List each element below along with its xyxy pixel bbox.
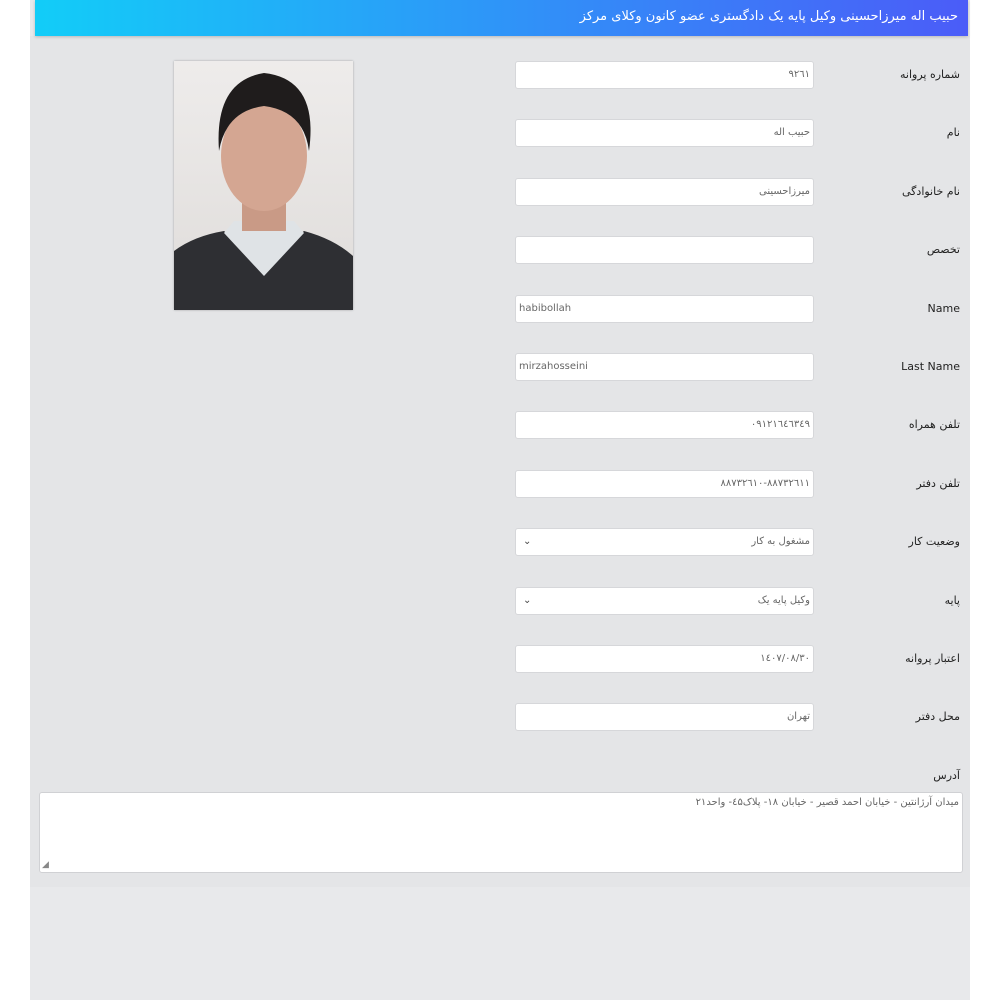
field-value: مشغول به کار [751, 536, 810, 548]
field-select[interactable] [515, 528, 814, 556]
field-value [807, 244, 813, 255]
form-row [0, 528, 1000, 556]
field-label: اعتبار پروانه [905, 652, 960, 665]
field-value: وکیل پایه یک [757, 594, 810, 606]
resize-handle-icon[interactable]: ◢ [42, 860, 49, 870]
form-row [0, 295, 1000, 323]
field-label: تلفن دفتر [916, 476, 960, 490]
field-value: تهران [786, 711, 810, 723]
field-input[interactable] [515, 178, 814, 206]
field-input[interactable] [515, 295, 814, 323]
field-input[interactable] [515, 61, 814, 89]
field-input[interactable] [515, 236, 814, 264]
form-row [0, 411, 1000, 439]
field-input[interactable] [515, 470, 814, 498]
field-label: شماره پروانه [900, 68, 960, 81]
field-label: تلفن همراه [908, 418, 960, 432]
chevron-down-icon: ⌄ [523, 594, 532, 606]
field-input[interactable] [515, 703, 814, 731]
field-input[interactable] [515, 411, 814, 439]
field-label: وضعیت کار [908, 535, 960, 549]
form-row [0, 61, 1000, 89]
field-value: حبیب اله [773, 127, 810, 139]
field-label: Last Name [901, 360, 960, 373]
field-value: ۸۸۷۳۲٦۱۰-۸۸۷۳۲٦۱۱ [720, 477, 810, 489]
field-input[interactable] [515, 353, 814, 381]
address-label: آدرس [933, 769, 960, 782]
chevron-down-icon: ⌄ [523, 536, 532, 548]
form-row [0, 178, 1000, 206]
form-row [0, 645, 1000, 673]
form-row [0, 703, 1000, 731]
field-select[interactable] [515, 587, 814, 615]
field-value: ۰۹۱۲۱٦٤٦۳٤۹ [750, 419, 810, 431]
field-value: ۱٤۰۷/۰۸/۳۰ [760, 653, 810, 664]
field-label: نام [946, 126, 960, 140]
page-title: حبیب اله میرزاحسینی وکیل پایه یک دادگستری عضو کانون وکلای مرکز [579, 9, 958, 24]
form-row [0, 119, 1000, 147]
field-value: ۹۲٦۱ [788, 69, 810, 80]
form-row [0, 353, 1000, 381]
address-value: میدان آرژانتین - خیابان احمد قصیر - خیابان ۱۸- پلاک٤۵- واحد۲۱ [695, 797, 959, 808]
field-input[interactable] [515, 119, 814, 147]
profile-panel [30, 36, 970, 887]
field-label: پایه [944, 593, 960, 607]
form-row [0, 587, 1000, 615]
field-value: mirzahosseini [519, 361, 588, 372]
field-label: تخصص [926, 243, 960, 257]
address-textarea[interactable] [39, 792, 963, 873]
page-header [35, 0, 968, 36]
field-value: habibollah [519, 302, 572, 314]
field-label: نام خانوادگی [902, 184, 960, 198]
form-row [0, 236, 1000, 264]
form-row [0, 470, 1000, 498]
field-label: محل دفتر [915, 710, 960, 724]
field-label: Name [927, 301, 960, 315]
field-input[interactable] [515, 645, 814, 673]
field-value: میرزاحسینی [759, 185, 810, 197]
